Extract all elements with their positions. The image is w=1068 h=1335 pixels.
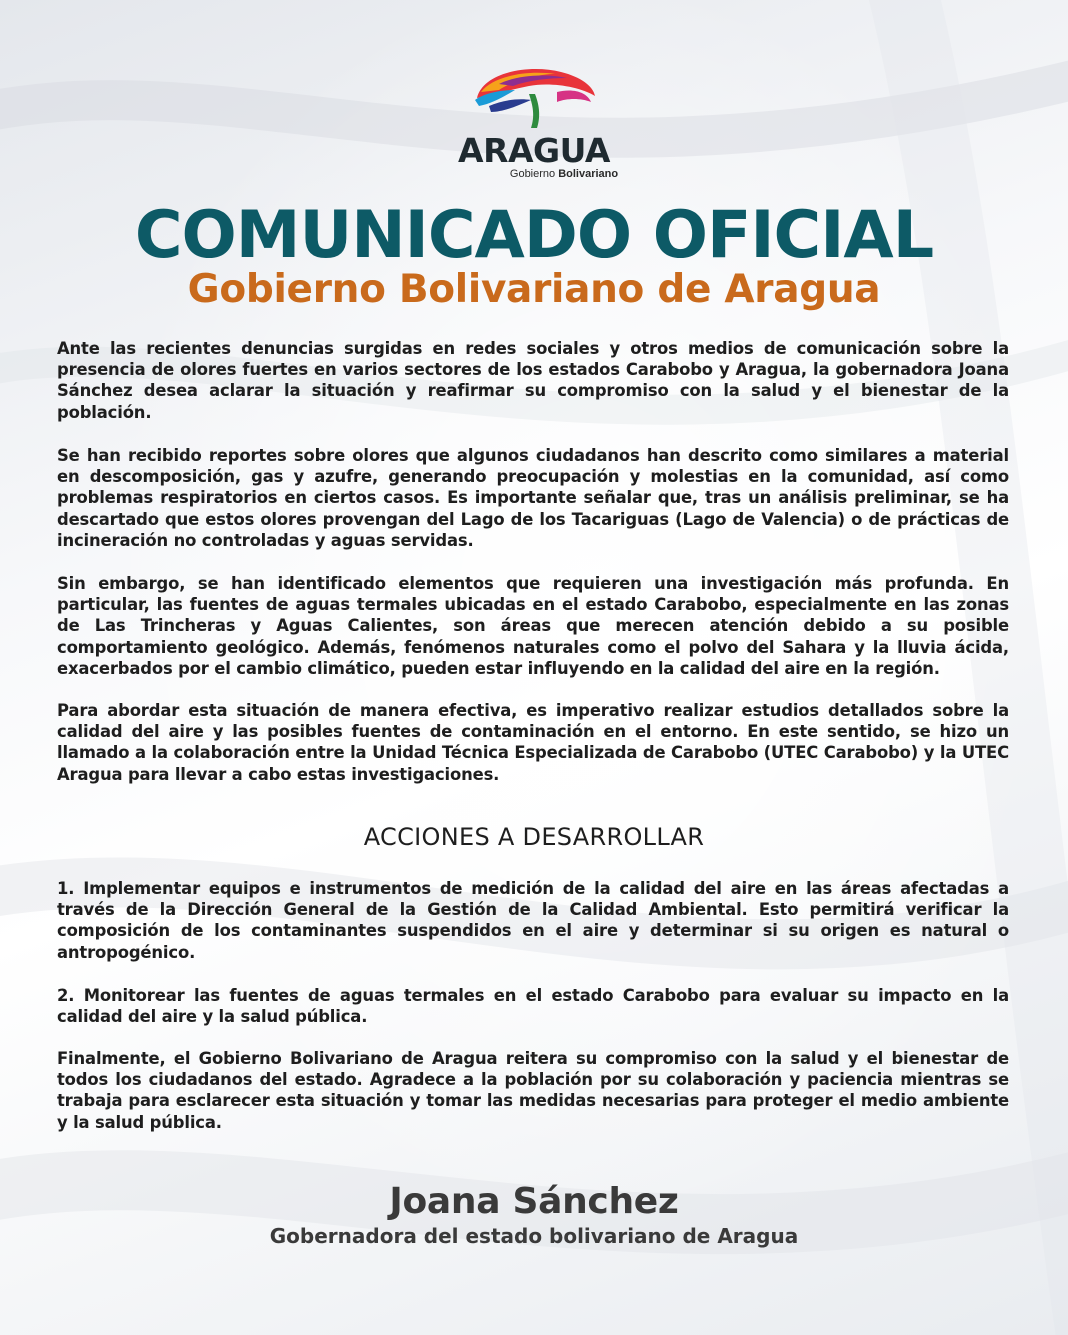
aragua-emblem-icon <box>469 62 599 132</box>
page-subtitle: Gobierno Bolivariano de Aragua <box>187 267 881 312</box>
paragraph-2: Se han recibido reportes sobre olores que algunos ciudadanos han descrito como similares a material en descomposición, gas y azufre, generando preocupación y molestias en la comunidad, así como problemas respiratorios en ciertos casos. Es importante señalar que, tras un análisis preliminar, se ha descartado que estos olores provengan del Lago de los Tacariguas (Lago de Valencia) o de prácticas de incineración no controladas y aguas servidas. <box>57 446 1009 550</box>
page-title: COMUNICADO OFICIAL <box>134 198 934 273</box>
closing-paragraph: Finalmente, el Gobierno Bolivariano de Aragua reitera su compromiso con la salud y el bienestar de todos los ciudadanos del estado. Agradece a la población por su colaboración y paciencia mientras se trabaja para esclarecer esta situación y tomar las medidas necesarias para proteger el medio ambiente y la salud pública. <box>57 1049 1009 1132</box>
paragraph-4: Para abordar esta situación de manera efectiva, es imperativo realizar estudios detallados sobre la calidad del aire y las posibles fuentes de contaminación en el entorno. En este sentido, se hizo un llamado a la colaboración entre la Unidad Técnica Especializada de Carabobo (UTEC Carabobo) y la UTEC Aragua para llevar a cabo estas investigaciones. <box>57 701 1009 784</box>
action-item-2: 2. Monitorear las fuentes de aguas termales en el estado Carabobo para evaluar su impacto en la calidad del aire y la salud pública. <box>57 986 1009 1027</box>
actions-heading: ACCIONES A DESARROLLAR <box>363 823 705 851</box>
paragraph-1: Ante las recientes denuncias surgidas en redes sociales y otros medios de comunicación sobre la presencia de olores fuertes en varios sectores de los estados Carabobo y Aragua, la gobernadora Joana Sánchez desea aclarar la situación y reafirmar su compromiso con la salud y el bienestar de la población. <box>57 339 1009 422</box>
aragua-logo <box>0 62 1068 181</box>
logo-tagline-plain: Gobierno <box>509 168 559 180</box>
signature-role: Gobernadora del estado bolivariano de Aragua <box>269 1224 799 1248</box>
logo-tagline <box>60 168 1068 181</box>
logo-wordmark: ARAGUA <box>458 131 610 170</box>
action-item-1: 1. Implementar equipos e instrumentos de medición de la calidad del aire en las áreas afectadas a través de la Dirección General de la Gestión de la Calidad Ambiental. Esto permitirá verificar la composición de los contaminantes suspendidos en el aire y determinar si su origen es natural o antropogénico. <box>57 879 1009 962</box>
signature-name: Joana Sánchez <box>389 1181 679 1222</box>
paragraph-3: Sin embargo, se han identificado elementos que requieren una investigación más profunda. En particular, las fuentes de aguas termales ubicadas en el estado Carabobo, especialmente en las zonas de Las Trincheras y Aguas Calientes, son áreas que merecen atención debido a su posible comportamiento geológico. Además, fenómenos naturales como el polvo del Sahara y la lluvia ácida, exacerbados por el cambio climático, pueden estar influyendo en la calidad del aire en la región. <box>57 574 1009 678</box>
logo-tagline-bold: Bolivariano <box>558 168 619 180</box>
